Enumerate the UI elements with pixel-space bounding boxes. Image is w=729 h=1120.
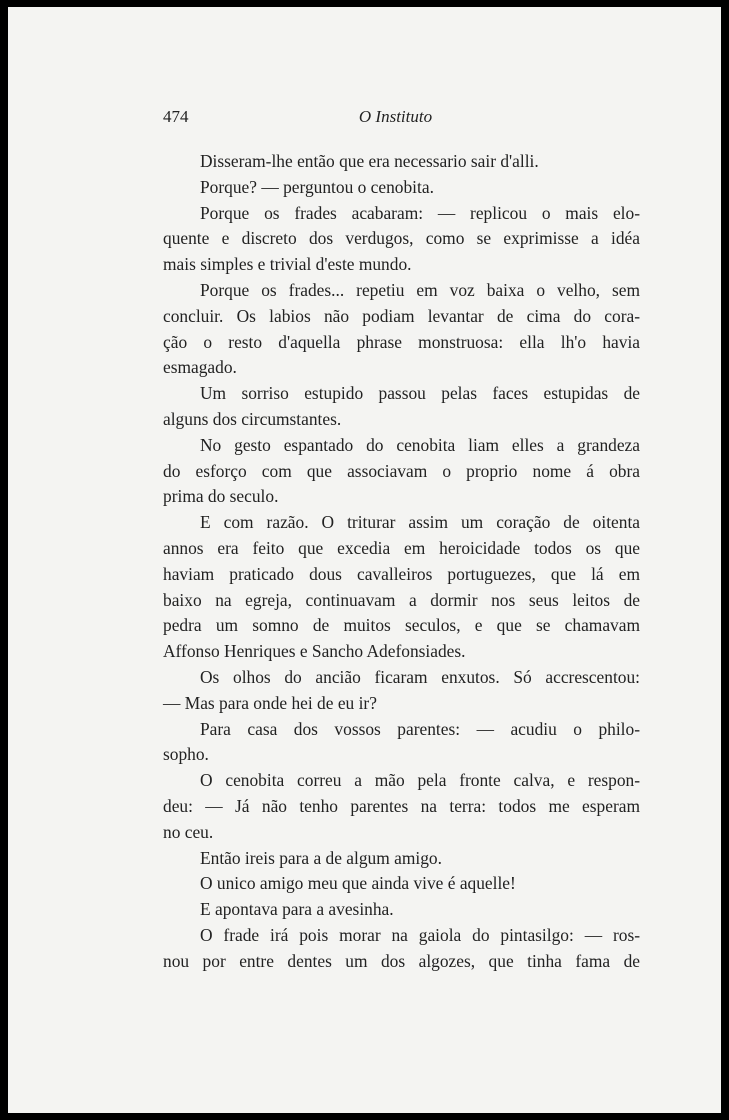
- text-line: sopho.: [163, 744, 209, 765]
- text-line: no ceu.: [163, 821, 214, 842]
- page-header: [163, 107, 628, 131]
- text-line: quente e discreto dos verdugos, como se exprimisse a idéa: [163, 228, 640, 249]
- text-line: nou por entre dentes um dos algozes, que tinha fama de: [163, 950, 640, 971]
- text-line: prima do seculo.: [163, 486, 279, 507]
- text-line: deu: — Já não tenho parentes na terra: todos me esperam: [163, 795, 640, 816]
- text-line: Affonso Henriques e Sancho Adefonsiades.: [163, 641, 466, 662]
- text-line: do esforço com que associavam o proprio nome á obra: [163, 460, 640, 481]
- text-line: Um sorriso estupido passou pelas faces estupidas de: [200, 383, 640, 404]
- text-line: Disseram-lhe então que era necessario sair d'alli.: [200, 151, 539, 171]
- text-line: Os olhos do ancião ficaram enxutos. Só accrescentou:: [200, 666, 640, 687]
- running-title: O Instituto: [358, 107, 433, 126]
- text-line: esmagado.: [163, 357, 237, 378]
- text-line: alguns dos circumstantes.: [163, 408, 342, 429]
- text-line: Porque os frades acabaram: — replicou o mais elo-: [200, 202, 640, 223]
- text-line: mais simples e trivial d'este mundo.: [163, 254, 412, 275]
- text-line: concluir. Os labios não podiam levantar de cima do cora-: [163, 305, 640, 326]
- text-line: No gesto espantado do cenobita liam elles a grandeza: [200, 434, 640, 455]
- text-line: O unico amigo meu que ainda vive é aquelle!: [200, 873, 516, 894]
- text-line: O frade irá pois morar na gaiola do pintasilgo: — ros-: [200, 924, 640, 945]
- text-line: Porque os frades... repetiu em voz baixa o velho, sem: [200, 279, 640, 300]
- text-line: haviam praticado dous cavalleiros portuguezes, que lá em: [163, 563, 640, 584]
- text-line: Então ireis para a de algum amigo.: [200, 847, 442, 868]
- text-line: annos era feito que excedia em heroicidade todos os que: [163, 537, 640, 558]
- page-sheet: [8, 7, 721, 1113]
- page-number: 474: [163, 107, 189, 126]
- text-line: Para casa dos vossos parentes: — acudiu o philo-: [200, 718, 640, 739]
- text-line: E com razão. O triturar assim um coração de oitenta: [200, 512, 640, 533]
- text-line: Porque? — perguntou o cenobita.: [200, 176, 434, 197]
- text-line: pedra um somno de muitos seculos, e que se chamavam: [163, 615, 640, 636]
- text-line: baixo na egreja, continuavam a dormir nos seus leitos de: [163, 589, 640, 610]
- text-line: — Mas para onde hei de eu ir?: [163, 692, 377, 713]
- body-text: [163, 149, 640, 975]
- text-line: ção o resto d'aquella phrase monstruosa: ella lh'o havia: [163, 331, 640, 352]
- text-line: E apontava para a avesinha.: [200, 899, 394, 920]
- text-line: O cenobita correu a mão pela fronte calva, e respon-: [200, 770, 640, 791]
